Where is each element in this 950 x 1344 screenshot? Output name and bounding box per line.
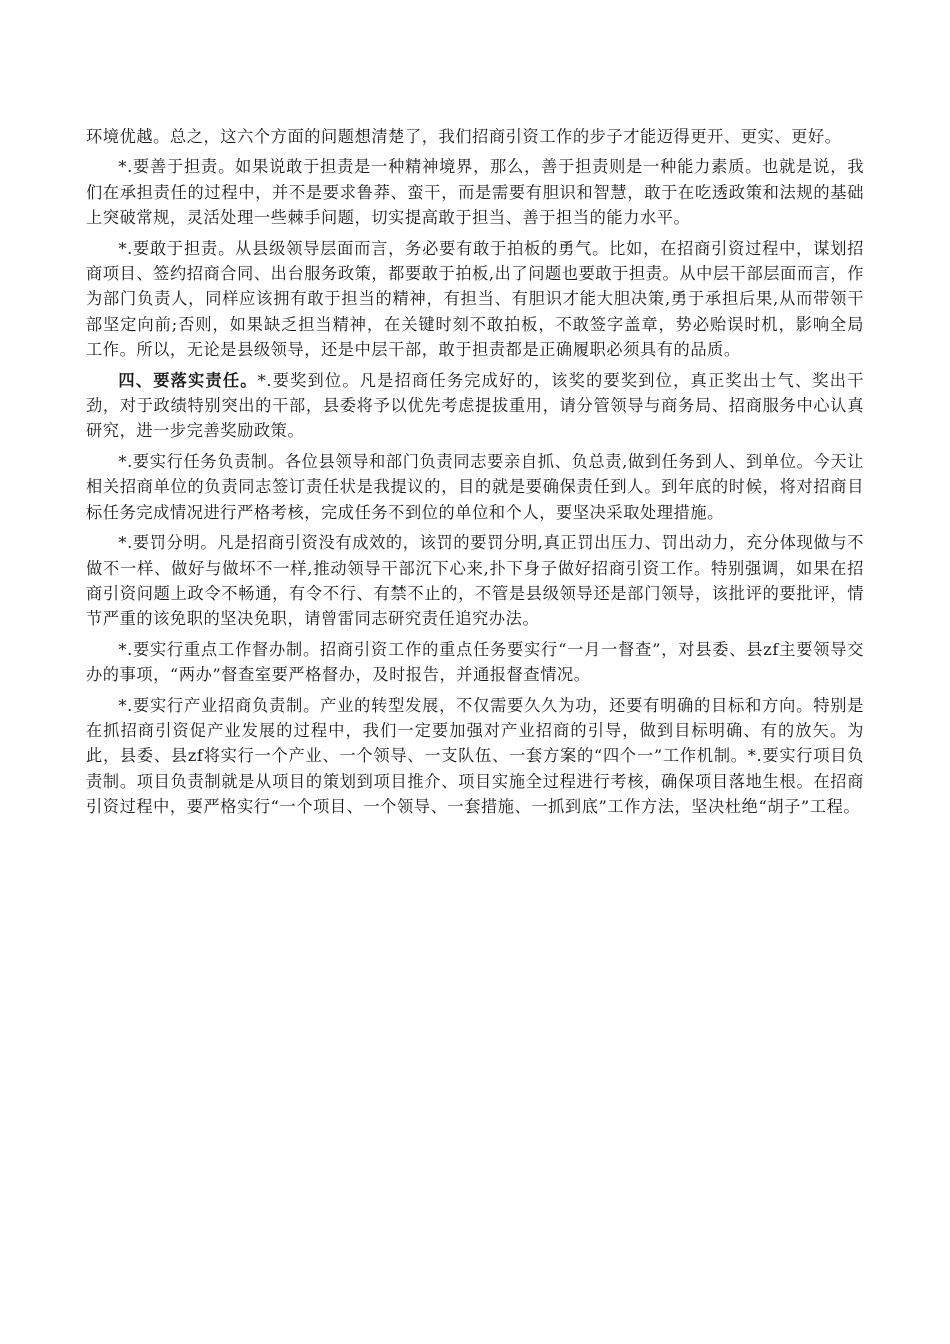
paragraph-section-four: [86, 368, 864, 444]
paragraph-shanyu-danze: [86, 154, 864, 230]
paragraph-text: *.要奖到位。凡是招商任务完成好的，该奖的要奖到位，真正奖出士气、奖出干劲，对于政绩特别突出的干部，县委将予以优先考虑提拔重用，请分管领导与商务局、招商服务中心认真研究，进一步完善奖励政策。: [86, 370, 864, 441]
paragraph-text: *.要敢于担责。从县级领导层面而言，务必要有敢于拍板的勇气。比如，在招商引资过程中，谋划招商项目、签约招商合同、出台服务政策，都要敢于拍板,出了问题也要敢于担责。从中层干部层面而言，作为部门负责人，同样应该拥有敢于担当的精神，有担当、有胆识才能大胆决策,勇于承担后果,从而带领干部坚定向前;否则，如果缺乏担当精神，在关键时刻不敢拍板，不敢签字盖章，势必贻误时机，影响全局工作。所以，无论是县级领导，还是中层干部，敢于担责都是正确履职必须具有的品质。: [86, 238, 864, 360]
paragraph-duban-zhi: [86, 637, 864, 688]
paragraph-renwu-fuzezhi: [86, 449, 864, 525]
paragraph-ganyu-danze: [86, 236, 864, 363]
section-heading: 四、要落实责任。: [118, 370, 258, 390]
paragraph-text: *.要实行重点工作督办制。招商引资工作的重点任务要实行“一月一督查”，对县委、县zf主要领导交办的事项，“两办”督查室要严格督办，及时报告，并通报督查情况。: [86, 639, 864, 685]
paragraph-chanye-zhaoshang: [86, 693, 864, 820]
paragraph-text: *.要实行产业招商负责制。产业的转型发展，不仅需要久久为功，还要有明确的目标和方向。特别是在抓招商引资促产业发展的过程中，我们一定要加强对产业招商的引导，做到目标明确、有的放矢。为此，县委、县zf将实行一个产业、一个领导、一支队伍、一套方案的“四个一”工作机制。*.要实行项目负责制。项目负责制就是从项目的策划到项目推介、项目实施全过程进行考核，确保项目落地生根。在招商引资过程中，要严格实行“一个项目、一个领导、一套措施、一抓到底”工作方法，坚决杜绝“胡子”工程。: [86, 695, 864, 817]
paragraph-text: *.要罚分明。凡是招商引资没有成效的，该罚的要罚分明,真正罚出压力、罚出动力，充分体现做与不做不一样、做好与做坏不一样,推动领导干部沉下心来,扑下身子做好招商引资工作。特别强调，如果在招商引资问题上政令不畅通，有令不行、有禁不止的，不管是县级领导还是部门领导，该批评的要批评，情节严重的该免职的坚决免职，请曾雷同志研究责任追究办法。: [86, 533, 864, 629]
paragraph-fa-fenming: [86, 530, 864, 632]
paragraph-continuation: [86, 124, 864, 149]
paragraph-text: *.要善于担责。如果说敢于担责是一种精神境界，那么，善于担责则是一种能力素质。也就是说，我们在承担责任的过程中，并不是要求鲁莽、蛮干，而是需要有胆识和智慧，敢于在吃透政策和法规的基础上突破常规，灵活处理一些棘手问题，切实提高敢于担当、善于担当的能力水平。: [86, 157, 864, 228]
document-body: [86, 124, 864, 825]
paragraph-text: 环境优越。总之，这六个方面的问题想清楚了，我们招商引资工作的步子才能迈得更开、更实、更好。: [86, 127, 842, 146]
paragraph-text: *.要实行任务负责制。各位县领导和部门负责同志要亲自抓、负总责,做到任务到人、到单位。今天让相关招商单位的负责同志签订责任状是我提议的，目的就是要确保责任到人。到年底的时候，将对招商目标任务完成情况进行严格考核，完成任务不到位的单位和个人，要坚决采取处理措施。: [86, 451, 864, 522]
